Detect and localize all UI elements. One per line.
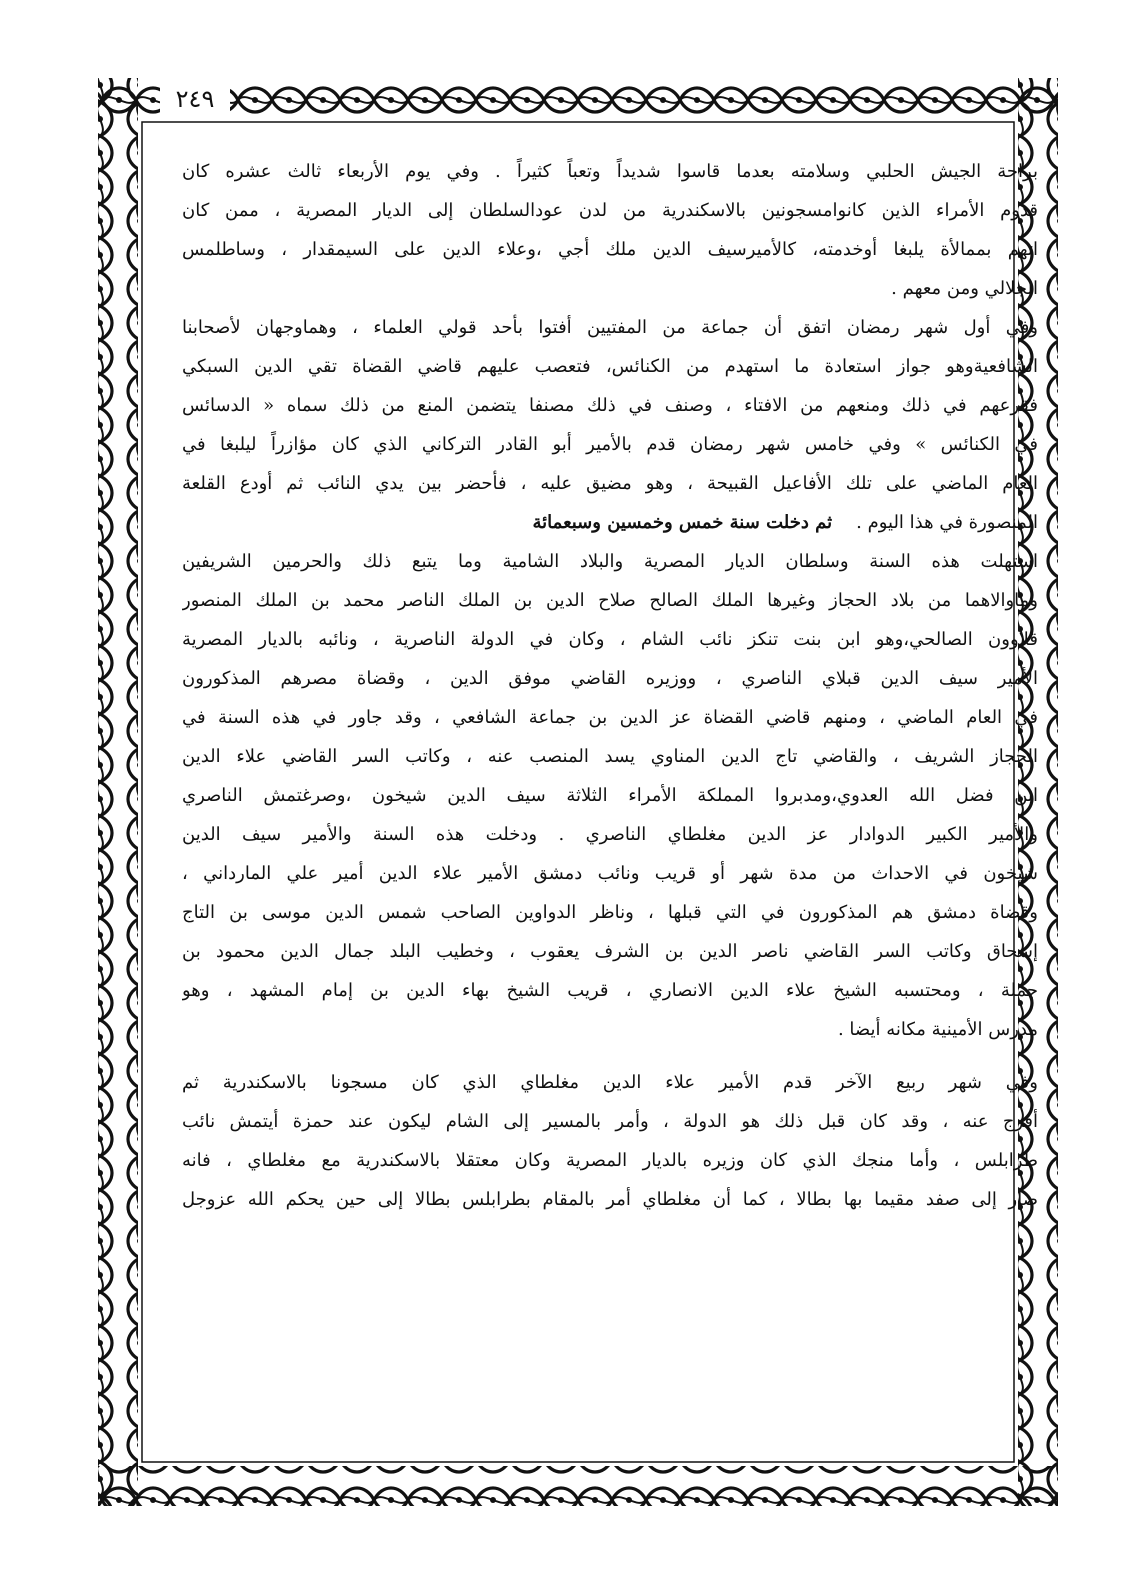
text-line: المنصورة في هذا اليوم .: [856, 512, 1038, 533]
text-line: والأمير الكبير الدوادار عز الدين مغلطاي الناصري . ودخلت هذه السنة والأمير سيف الدين: [182, 824, 1038, 845]
text-line: جملة ، ومحتسبه الشيخ علاء الدين الانصاري ، قريب الشيخ بهاء الدين بن إمام المشهد ، وهو: [182, 980, 1038, 1001]
text-line: وفي أول شهر رمضان اتفق أن جماعة من المفتيين أفتوا بأحد قولي العلماء ، وهماوجهان لأصحابنا: [182, 317, 1038, 338]
text-line: أفرج عنه ، وقد كان قبل ذلك هو الدولة ، وأمر بالمسير إلى الشام ليكون عند حمزة أيتمش نائب: [182, 1111, 1038, 1132]
text-line: في الكنائس » وفي خامس شهر رمضان قدم بالأمير أبو القادر التركاني الذي كان مؤازراً ليلبغا في: [182, 434, 1038, 455]
page-number: ٢٤٩: [160, 82, 230, 116]
text-line: قلاوون الصالحي،وهو ابن بنت تنكز نائب الشام ، وكان في الدولة الناصرية ، ونائبه بالديار المصرية: [182, 629, 1038, 650]
page-body: [182, 152, 1038, 1219]
text-line: استهلت هذه السنة وسلطان الديار المصرية والبلاد الشامية وما يتبع ذلك والحرمين الشريفين: [182, 551, 1038, 572]
paragraph-gap: [182, 1049, 1038, 1063]
year-heading: ثم دخلت سنة خمس وخمسين وسبعمائة: [532, 512, 833, 533]
text-line: إسحاق وكاتب السر القاضي ناصر الدين بن الشرف يعقوب ، وخطيب البلد جمال الدين محمود بن: [182, 941, 1038, 962]
paragraph: [182, 1063, 1038, 1219]
text-line: اتهم بممالأة يلبغا أوخدمته، كالأميرسيف الدين ملك أجي ،وعلاء الدين على السيمقدار ، وساطلمس: [182, 239, 1038, 260]
text-line: براحة الجيش الحلبي وسلامته بعدما قاسوا شديداً وتعباً كثيراً . وفي يوم الأربعاء ثالث عشره كان: [182, 161, 1038, 182]
text-line: وماوالاهما من بلاد الحجاز وغيرها الملك الصالح صلاح الدين بن الملك الناصر محمد بن الملك المنصور: [182, 590, 1038, 611]
text-line: الأمير سيف الدين قبلاي الناصري ، ووزيره القاضي موفق الدين ، وقضاة مصرهم المذكورون: [182, 668, 1038, 689]
text-line: صار إلى صفد مقيما بها بطالا ، كما أن مغلطاي أمر بالمقام بطرابلس بطالا إلى حين يحكم الله عزوجل: [182, 1189, 1038, 1210]
text-line: وقضاة دمشق هم المذكورون في التي قبلها ، وناظر الدواوين الصاحب شمس الدين موسى بن التاج: [182, 902, 1038, 923]
text-line: الحجاز الشريف ، والقاضي تاج الدين المناوي يسد المنصب عنه ، وكاتب السر القاضي علاء الدين: [182, 746, 1038, 767]
text-line: فقرعهم في ذلك ومنعهم من الافتاء ، وصنف في ذلك مصنفا يتضمن المنع من ذلك سماه « الدسائس: [182, 395, 1038, 416]
text-line: وفي شهر ربيع الآخر قدم الأمير علاء الدين مغلطاي الذي كان مسجونا بالاسكندرية ثم: [182, 1072, 1038, 1093]
text-line: الجلالي ومن معهم .: [891, 278, 1038, 299]
paragraph: [182, 308, 1038, 542]
text-line: ابن فضل الله العدوي،ومدبروا المملكة الأمراء الثلاثة سيف الدين شيخون ،وصرغتمش الناصري: [182, 785, 1038, 806]
text-line: في العام الماضي ، ومنهم قاضي القضاة عز الدين بن جماعة الشافعي ، وقد جاور في هذه السنة في: [182, 707, 1038, 728]
text-line: قدوم الأمراء الذين كانوامسجونين بالاسكندرية من لدن عودالسلطان إلى الديار المصرية ، ممن كان: [182, 200, 1038, 221]
text-line: شيخون في الاحداث من مدة شهر أو قريب ونائب دمشق الأمير علاء الدين أمير علي المارداني ،: [182, 863, 1038, 884]
text-line: العام الماضي على تلك الأفاعيل القبيحة ، وهو مضيق عليه ، فأحضر بين يدي النائب ثم أودع القلعة: [182, 473, 1038, 494]
text-line: الشافعيةوهو جواز استعادة ما استهدم من الكنائس، فتعصب عليهم قاضي القضاة تقي الدين السبكي: [182, 356, 1038, 377]
text-line: طرابلس ، وأما منجك الذي كان وزيره بالديار المصرية وكان معتقلا بالاسكندرية مع مغلطاي ، فانه: [182, 1150, 1038, 1171]
text-line-with-heading: [182, 503, 1038, 542]
paragraph: [182, 152, 1038, 308]
paragraph: [182, 542, 1038, 1049]
text-line: مدرس الأمينية مكانه أيضا .: [837, 1019, 1038, 1040]
